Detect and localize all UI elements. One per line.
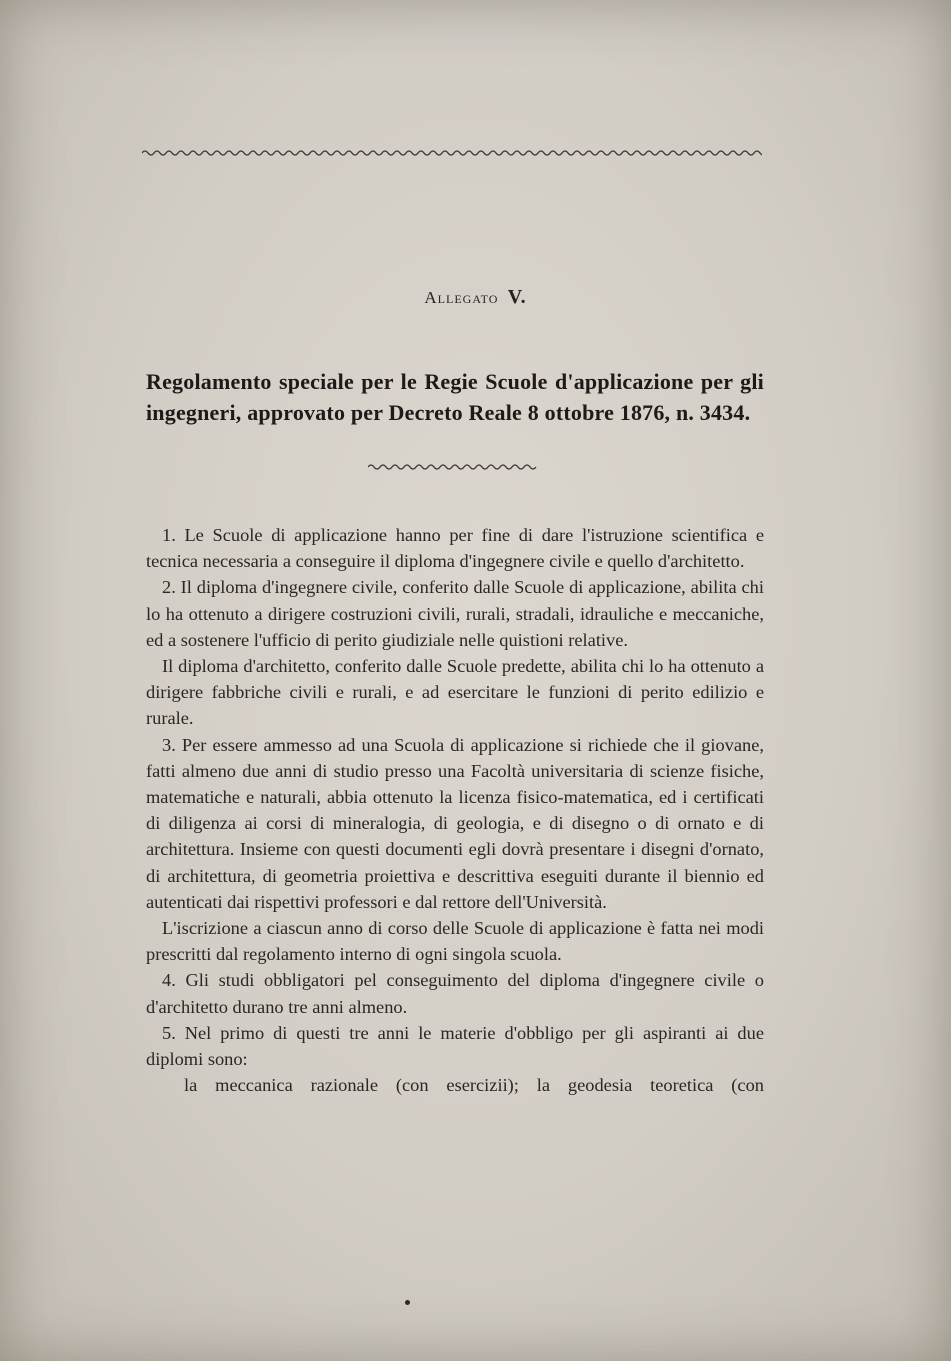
paragraph-enrollment: L'iscrizione a ciascun anno di corso delle Scuole di applicazione è fatta nei modi prescritti dal regolamento interno di ogni singola scuola. <box>146 918 764 965</box>
regulation-title: Regolamento speciale per le Regie Scuole d'applicazione per gli ingegneri, approvato per Decreto Reale 8 ottobre 1876, n. 3434. <box>146 369 764 425</box>
body-text <box>146 522 764 1098</box>
ink-speck <box>405 1300 410 1305</box>
paragraph-first-year-subjects: la meccanica razionale (con esercizii); la geodesia teoretica (con <box>184 1075 764 1096</box>
paragraph-article-3: 3. Per essere ammesso ad una Scuola di applicazione si richiede che il giovane, fatti almeno due anni di studio presso una Facoltà universitaria di scienze fisiche, matematiche e naturali, abbia ottenuto la licenza fisico-matematica, ed i certificati di diligenza ai corsi di mineralogia, di geologia, e di disegno o di ornato e di architettura. Insieme con questi documenti egli dovrà presentare i disegni d'ornato, di architettura, di geometria proiettiva e descrittiva eseguiti durante il biennio ed autenticati dai rispettivi professori e dal rettore dell'Università. <box>146 734 764 912</box>
wavy-rule-separator <box>368 462 538 472</box>
paragraph-article-1: 1. Le Scuole di applicazione hanno per fine di dare l'istruzione scientifica e tecnica necessaria a conseguire il diploma d'ingegnere civile e quello d'architetto. <box>146 525 764 572</box>
appendix-number: V. <box>507 286 527 308</box>
appendix-label: Allegato <box>424 288 499 307</box>
paragraph-article-4: 4. Gli studi obbligatori pel conseguimento del diploma d'ingegnere civile o d'architetto durano tre anni almeno. <box>146 970 764 1017</box>
paragraph-architect-diploma: Il diploma d'architetto, conferito dalle Scuole predette, abilita chi lo ha ottenuto a dirigere fabbriche civili e rurali, e ad esercitare le funzioni di perito edilizio e rurale. <box>146 656 764 729</box>
wavy-rule-top <box>142 148 762 158</box>
paragraph-article-5: 5. Nel primo di questi tre anni le materie d'obbligo per gli aspiranti ai due diplomi sono: <box>146 1022 764 1070</box>
appendix-heading <box>0 286 951 309</box>
paragraph-article-2: 2. Il diploma d'ingegnere civile, conferito dalle Scuole di applicazione, abilita chi lo ha ottenuto a dirigere costruzioni civili, rurali, stradali, idrauliche e meccaniche, ed a sostenere l'ufficio di perito giudiziale nelle quistioni relative. <box>146 577 764 650</box>
